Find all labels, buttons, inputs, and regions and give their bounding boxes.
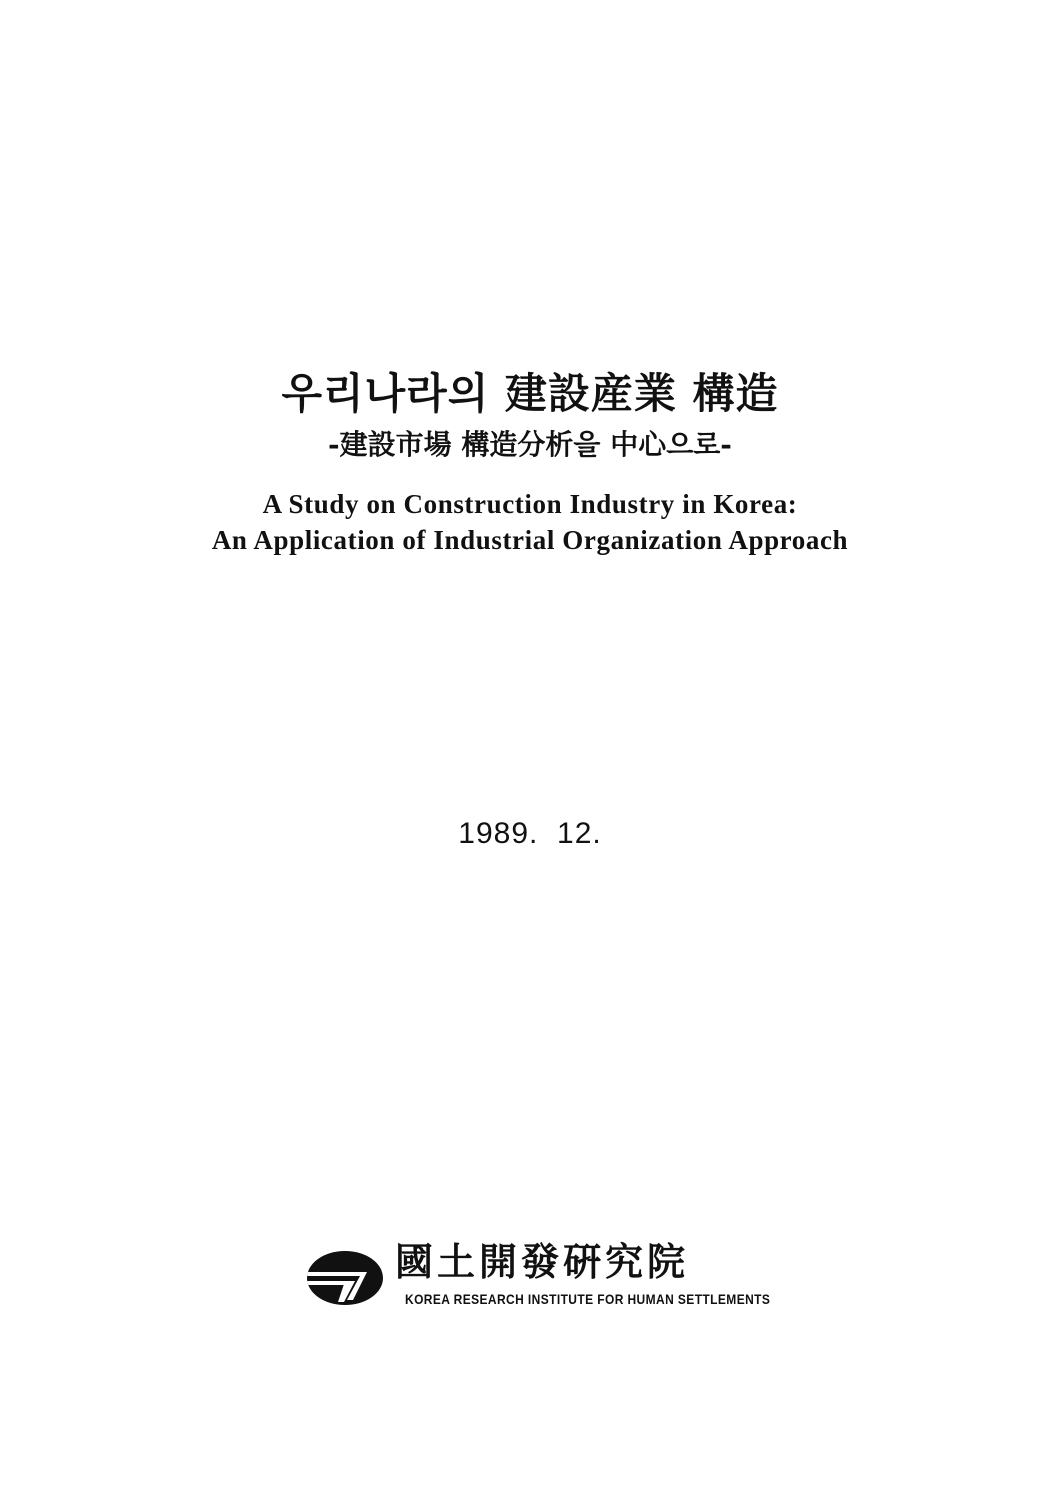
title-korean: 우리나라의 建設産業 構造: [281, 369, 779, 418]
subtitle-korean: -建設市場 構造分析을 中心으로-: [328, 428, 732, 461]
publisher-block: [305, 1238, 771, 1318]
title-english: [0, 486, 1060, 558]
publisher-name-korean: 國土開發硏究院: [395, 1239, 690, 1284]
title-english-line2: An Application of Industrial Organization Approach: [211, 525, 849, 555]
publication-date: 1989. 12.: [458, 817, 602, 850]
title-english-line1: A Study on Construction Industry in Korea:: [262, 489, 798, 519]
publisher-name-english: KOREA RESEARCH INSTITUTE FOR HUMAN SETTLEMENTS: [405, 1291, 771, 1308]
krihs-logo-icon: [305, 1250, 385, 1306]
